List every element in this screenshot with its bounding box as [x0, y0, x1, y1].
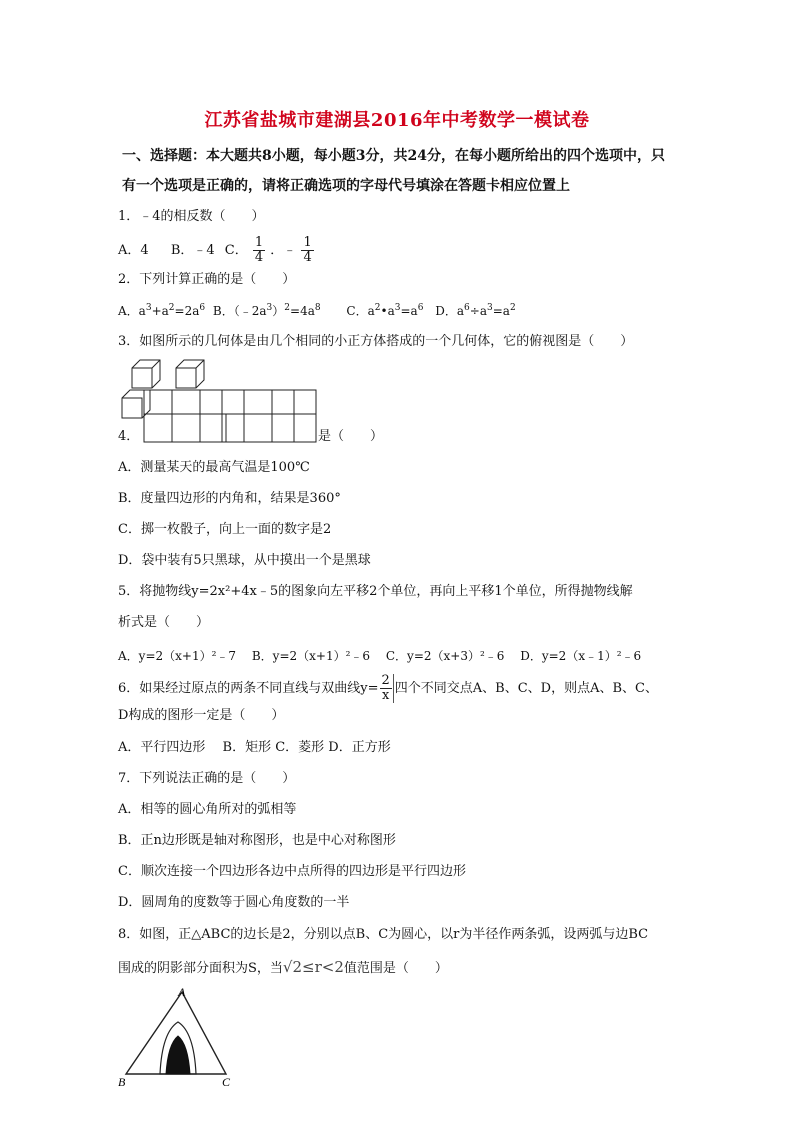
q8-inequality: √2≤r<2 — [282, 958, 344, 976]
q4-option-b: B．度量四边形的内角和，结果是360° — [118, 491, 341, 506]
q1-option-c-label: C． — [224, 243, 248, 258]
q2-option-a: A．$a^3+a^2=2a^6$ — [118, 303, 206, 318]
q1-fraction-d — [301, 236, 313, 265]
q4-prefix: 4． — [118, 429, 140, 444]
q6-pre: 6．如果经过原点的两条不同直线与双曲线y= — [118, 681, 379, 696]
q8-line2-post: 值范围是（ ） — [343, 961, 448, 976]
q7-option-d: D．圆周角的度数等于圆心角度数的一半 — [118, 895, 350, 910]
section-heading-line2: 有一个选项是正确的，请将正确选项的字母代号填涂在答题卡相应位置上 — [122, 178, 570, 194]
q1-frac-d-den: 4 — [303, 250, 312, 265]
q1-option-d-label: ．﹣ — [270, 243, 297, 258]
q6-frac-num: 2 — [381, 673, 390, 688]
q2-stem: 2．下列计算正确的是（ ） — [118, 272, 296, 287]
q6-post: 四个不同交点A、B、C、D，则点A、B、C、 — [394, 681, 658, 696]
q7-option-c: C．顺次连接一个四边形各边中点所得的四边形是平行四边形 — [118, 864, 466, 879]
q7-option-a: A．相等的圆心角所对的弧相等 — [118, 802, 297, 817]
q6-fraction — [380, 674, 394, 703]
q1-options — [118, 236, 315, 265]
q3-figure — [118, 356, 324, 446]
q8-line2 — [118, 959, 448, 977]
q5-line1: 5．将抛物线y=2x²+4x﹣5的图象向左平移2个单位，再向上平移1个单位，所得抛物线解 — [118, 584, 633, 599]
q7-option-b: B．正n边形既是轴对称图形，也是中心对称图形 — [118, 833, 396, 848]
q1-frac-d-num: 1 — [303, 235, 312, 250]
section-heading-line1: 一、选择题：本大题共8小题，每小题3分，共24分，在每小题所给出的四个选项中，只 — [122, 148, 665, 164]
label-a: A — [178, 985, 186, 999]
q6-frac-den: x — [381, 688, 390, 703]
q2-option-c: C．$a^2•a^3=a^6$ — [346, 303, 424, 318]
q1-option-a: A．4 — [118, 243, 149, 258]
q1-stem: 1．﹣4的相反数（ ） — [118, 209, 265, 224]
q3-grid-views — [144, 390, 316, 442]
label-c: C — [222, 1075, 231, 1089]
shaded-region — [166, 1036, 190, 1074]
q1-fraction-c — [253, 236, 265, 265]
q8-figure — [116, 982, 234, 1090]
q1-frac-c-den: 4 — [254, 250, 264, 265]
q2-option-b: B．$(﹣2a^3)^2=4a^8$ — [212, 303, 321, 318]
q1-option-b: B．﹣4 — [170, 243, 215, 258]
q2-option-d: D．$a^6\div a^3=a^2$ — [435, 303, 516, 318]
q4-option-d: D．袋中装有5只黑球，从中摸出一个是黑球 — [118, 553, 371, 568]
q3-stem: 3．如图所示的几何体是由几个相同的小正方体搭成的一个几何体，它的俯视图是（ ） — [118, 334, 634, 349]
page-title: 江苏省盐城市建湖县2016年中考数学一模试卷 — [204, 110, 590, 131]
q4-suffix: 是（ ） — [318, 429, 384, 444]
q7-stem: 7．下列说法正确的是（ ） — [118, 771, 296, 786]
q5-options: A．y=2（x+1）²﹣7 B．y=2（x+1）²﹣6 C．y=2（x+3）²﹣6 D．y=2（x﹣1）²﹣6 — [118, 649, 642, 663]
q4-option-a: A．测量某天的最高气温是100℃ — [118, 460, 310, 475]
q2-options — [118, 303, 516, 319]
q6-line1 — [118, 674, 658, 703]
q6-line2: D构成的图形一定是（ ） — [118, 708, 285, 723]
q5-line2: 析式是（ ） — [118, 615, 210, 630]
label-b: B — [118, 1075, 126, 1089]
q8-line1: 8．如图，正△ABC的边长是2，分别以点B、C为圆心，以r为半径作两条弧，设两弧与边BC — [118, 927, 649, 942]
q8-line2-pre: 围成的阴影部分面积为S，当 — [118, 961, 283, 976]
q1-frac-c-num: 1 — [254, 235, 264, 250]
q4-option-c: C．掷一枚骰子，向上一面的数字是2 — [118, 522, 332, 537]
q6-options: A．平行四边形 B．矩形 C．菱形 D．正方形 — [118, 740, 391, 755]
